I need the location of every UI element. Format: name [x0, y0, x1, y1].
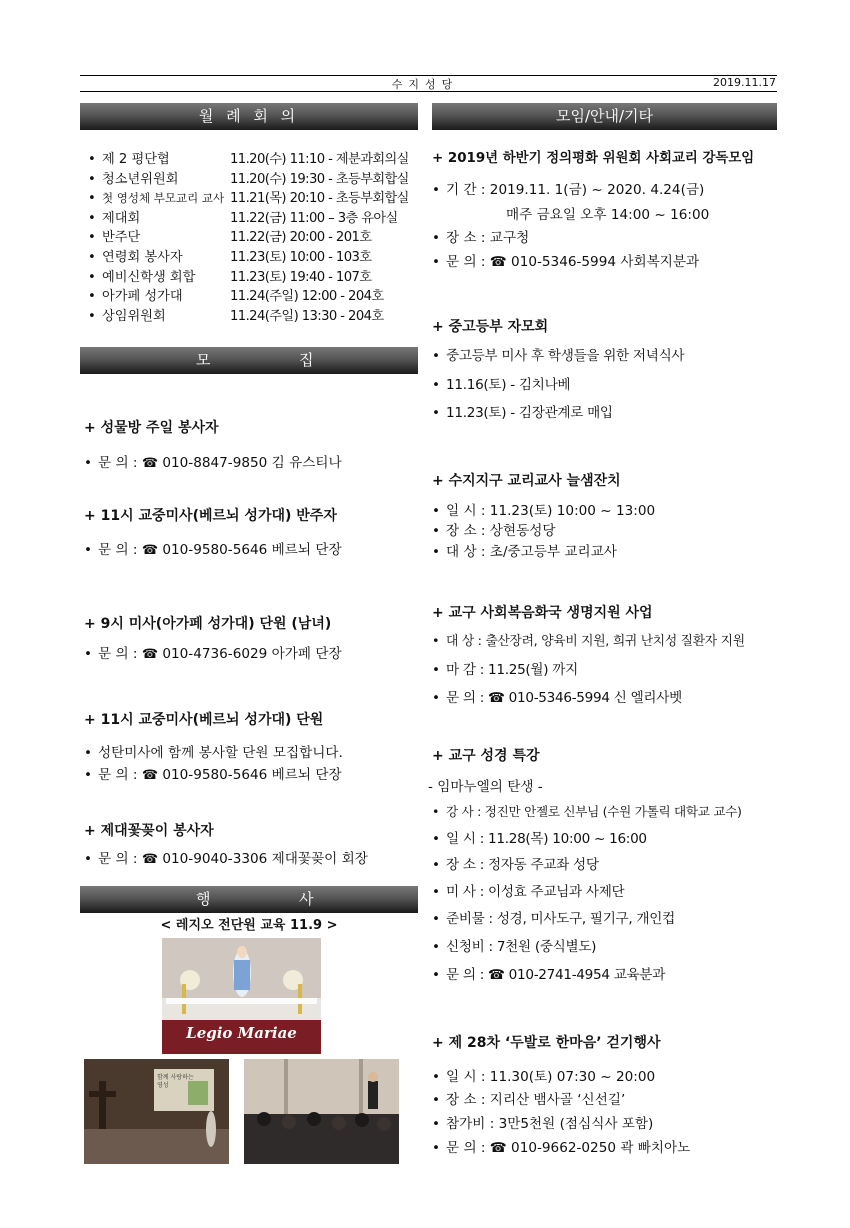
phone-icon: ☎ [141, 456, 159, 471]
notice-subtitle: - 임마누엘의 탄생 - [428, 779, 543, 795]
recruit-title-bar [80, 347, 418, 374]
notice-line: • 일 시 : 11.30(토) 07:30 ~ 20:00 [432, 1069, 656, 1085]
notice-line: • 대 상 : 초/중고등부 교리교사 [432, 544, 617, 560]
notice-line: • 미 사 : 이성효 주교님과 사제단 [432, 884, 625, 900]
meeting-item: • 청소년위원회 11.20(수) 19:30 - 초등부회합실 [88, 171, 409, 187]
recruit-contact: • 문 의 : ☎ 010-4736-6029 아가페 단장 [84, 646, 342, 662]
notice-heading: + 제 28차 ‘두발로 한마음’ 걷기행사 [432, 1035, 661, 1051]
event-caption: < 레지오 전단원 교육 11.9 > [160, 918, 338, 933]
notice-line: • 문 의 : ☎ 010-9662-0250 곽 빠치아노 [432, 1140, 691, 1156]
meeting-item: • 반주단 11.22(금) 20:00 - 201호 [88, 230, 372, 246]
phone-icon: ☎ [141, 647, 159, 662]
notice-heading: + 2019년 하반기 정의평화 위원회 사회교리 강독모임 [432, 151, 755, 166]
notice-line: • 문 의 : ☎ 010-5346-5994 사회복지분과 [432, 254, 700, 270]
meeting-item: • 예비신학생 회합 11.23(토) 19:40 - 107호 [88, 269, 372, 285]
recruit-title-char-2: 집 [299, 351, 314, 369]
event-title-bar [80, 886, 418, 913]
recruit-heading: + 제대꽃꽂이 봉사자 [84, 823, 214, 839]
notice-line: • 일 시 : 11.28(목) 10:00 ~ 16:00 [432, 831, 647, 847]
header-bottom-rule [80, 91, 777, 92]
meeting-item: • 제대회 11.22(금) 11:00 – 3층 유아실 [88, 210, 398, 226]
recruit-heading: + 11시 교중미사(베르뇌 성가대) 단원 [84, 712, 324, 728]
phone-icon: ☎ [141, 852, 159, 867]
notice-line: • 강 사 : 정진만 안젤로 신부님 (수원 가톨릭 대학교 교수) [432, 804, 742, 819]
notice-line: • 11.16(토) - 김치나베 [432, 377, 571, 393]
notice-line: 매주 금요일 오후 14:00 ~ 16:00 [506, 207, 710, 223]
notice-line: • 대 상 : 출산장려, 양육비 지원, 희귀 난치성 질환자 지원 [432, 634, 745, 649]
notice-line: • 신청비 : 7천원 (중식별도) [432, 939, 597, 955]
notices-title: 모임/안내/기타 [555, 107, 654, 125]
recruit-heading: + 9시 미사(아가페 성가대) 단원 (남녀) [84, 616, 332, 632]
notice-line: • 11.23(토) - 김장관계로 매입 [432, 405, 613, 421]
recruit-note: • 성탄미사에 함께 봉사할 단원 모집합니다. [84, 745, 343, 761]
notice-line: • 일 시 : 11.23(토) 10:00 ~ 13:00 [432, 503, 656, 519]
notice-line: • 문 의 : ☎ 010-2741-4954 교육분과 [432, 967, 666, 983]
notice-line: • 참가비 : 3만5천원 (점심식사 포함) [432, 1116, 654, 1132]
notice-line: • 문 의 : ☎ 010-5346-5994 신 엘리사벳 [432, 690, 682, 706]
church-name: 수지성당 [391, 78, 459, 91]
altar-photo [162, 938, 321, 1054]
notice-line: • 장 소 : 교구청 [432, 230, 530, 246]
phone-icon: ☎ [141, 543, 159, 558]
notice-line: • 중고등부 미사 후 학생들을 위한 저녁식사 [432, 348, 685, 364]
notice-heading: + 교구 사회복음화국 생명지원 사업 [432, 605, 653, 621]
recruit-contact: • 문 의 : ☎ 010-9040-3306 제대꽃꽂이 회장 [84, 851, 368, 867]
issue-date: 2019.11.17 [713, 76, 776, 89]
notice-line: • 기 간 : 2019.11. 1(금) ~ 2020. 4.24(금) [432, 182, 705, 198]
slide-text: 함께 사랑하는 영성 [157, 1074, 194, 1089]
recruit-title-char-1: 모 [196, 351, 211, 369]
recruit-contact: • 문 의 : ☎ 010-8847-9850 김 유스티나 [84, 455, 342, 471]
notice-heading: + 중고등부 자모회 [432, 319, 549, 335]
meeting-item: • 연령회 봉사자 11.23(토) 10:00 - 103호 [88, 249, 372, 265]
notice-heading: + 교구 성경 특강 [432, 748, 540, 764]
meeting-item: • 상임위원회 11.24(주일) 13:30 - 204호 [88, 308, 384, 324]
audience-illustration [244, 1059, 399, 1164]
notice-line: • 장 소 : 정자동 주교좌 성당 [432, 857, 599, 873]
meeting-item: • 아가페 성가대 11.24(주일) 12:00 - 204호 [88, 289, 384, 305]
lecture-photo-2 [244, 1059, 399, 1164]
event-title-char-2: 사 [299, 890, 314, 908]
notice-line: • 준비물 : 성경, 미사도구, 필기구, 개인컵 [432, 911, 675, 927]
meetings-title: 월 례 회 의 [198, 107, 300, 125]
lecture-photo-1 [84, 1059, 229, 1164]
meeting-item: • 제 2 평단협 11.20(수) 11:10 - 제분과회의실 [88, 152, 409, 167]
recruit-heading: + 11시 교중미사(베르뇌 성가대) 반주자 [84, 508, 337, 524]
meetings-title-bar [80, 103, 418, 130]
notice-heading: + 수지지구 교리교사 늘샘잔치 [432, 473, 621, 489]
notice-line: • 장 소 : 지리산 뱀사골 ‘신선길’ [432, 1092, 626, 1108]
recruit-contact: • 문 의 : ☎ 010-9580-5646 베르뇌 단장 [84, 542, 342, 558]
legio-banner-text: Legio Mariae [186, 1024, 297, 1042]
event-title-char-1: 행 [196, 890, 211, 908]
meeting-list [88, 150, 409, 326]
notice-line: • 마 감 : 11.25(월) 까지 [432, 662, 578, 678]
recruit-contact: • 문 의 : ☎ 010-9580-5646 베르뇌 단장 [84, 767, 342, 783]
recruit-heading: + 성물방 주일 봉사자 [84, 420, 219, 436]
notices-title-bar [432, 103, 777, 130]
phone-icon: ☎ [141, 768, 159, 783]
notice-line: • 장 소 : 상현동성당 [432, 523, 556, 539]
meeting-item: • 첫 영성체 부모교리 교사 11.21(목) 20:10 - 초등부회합실 [88, 191, 409, 207]
